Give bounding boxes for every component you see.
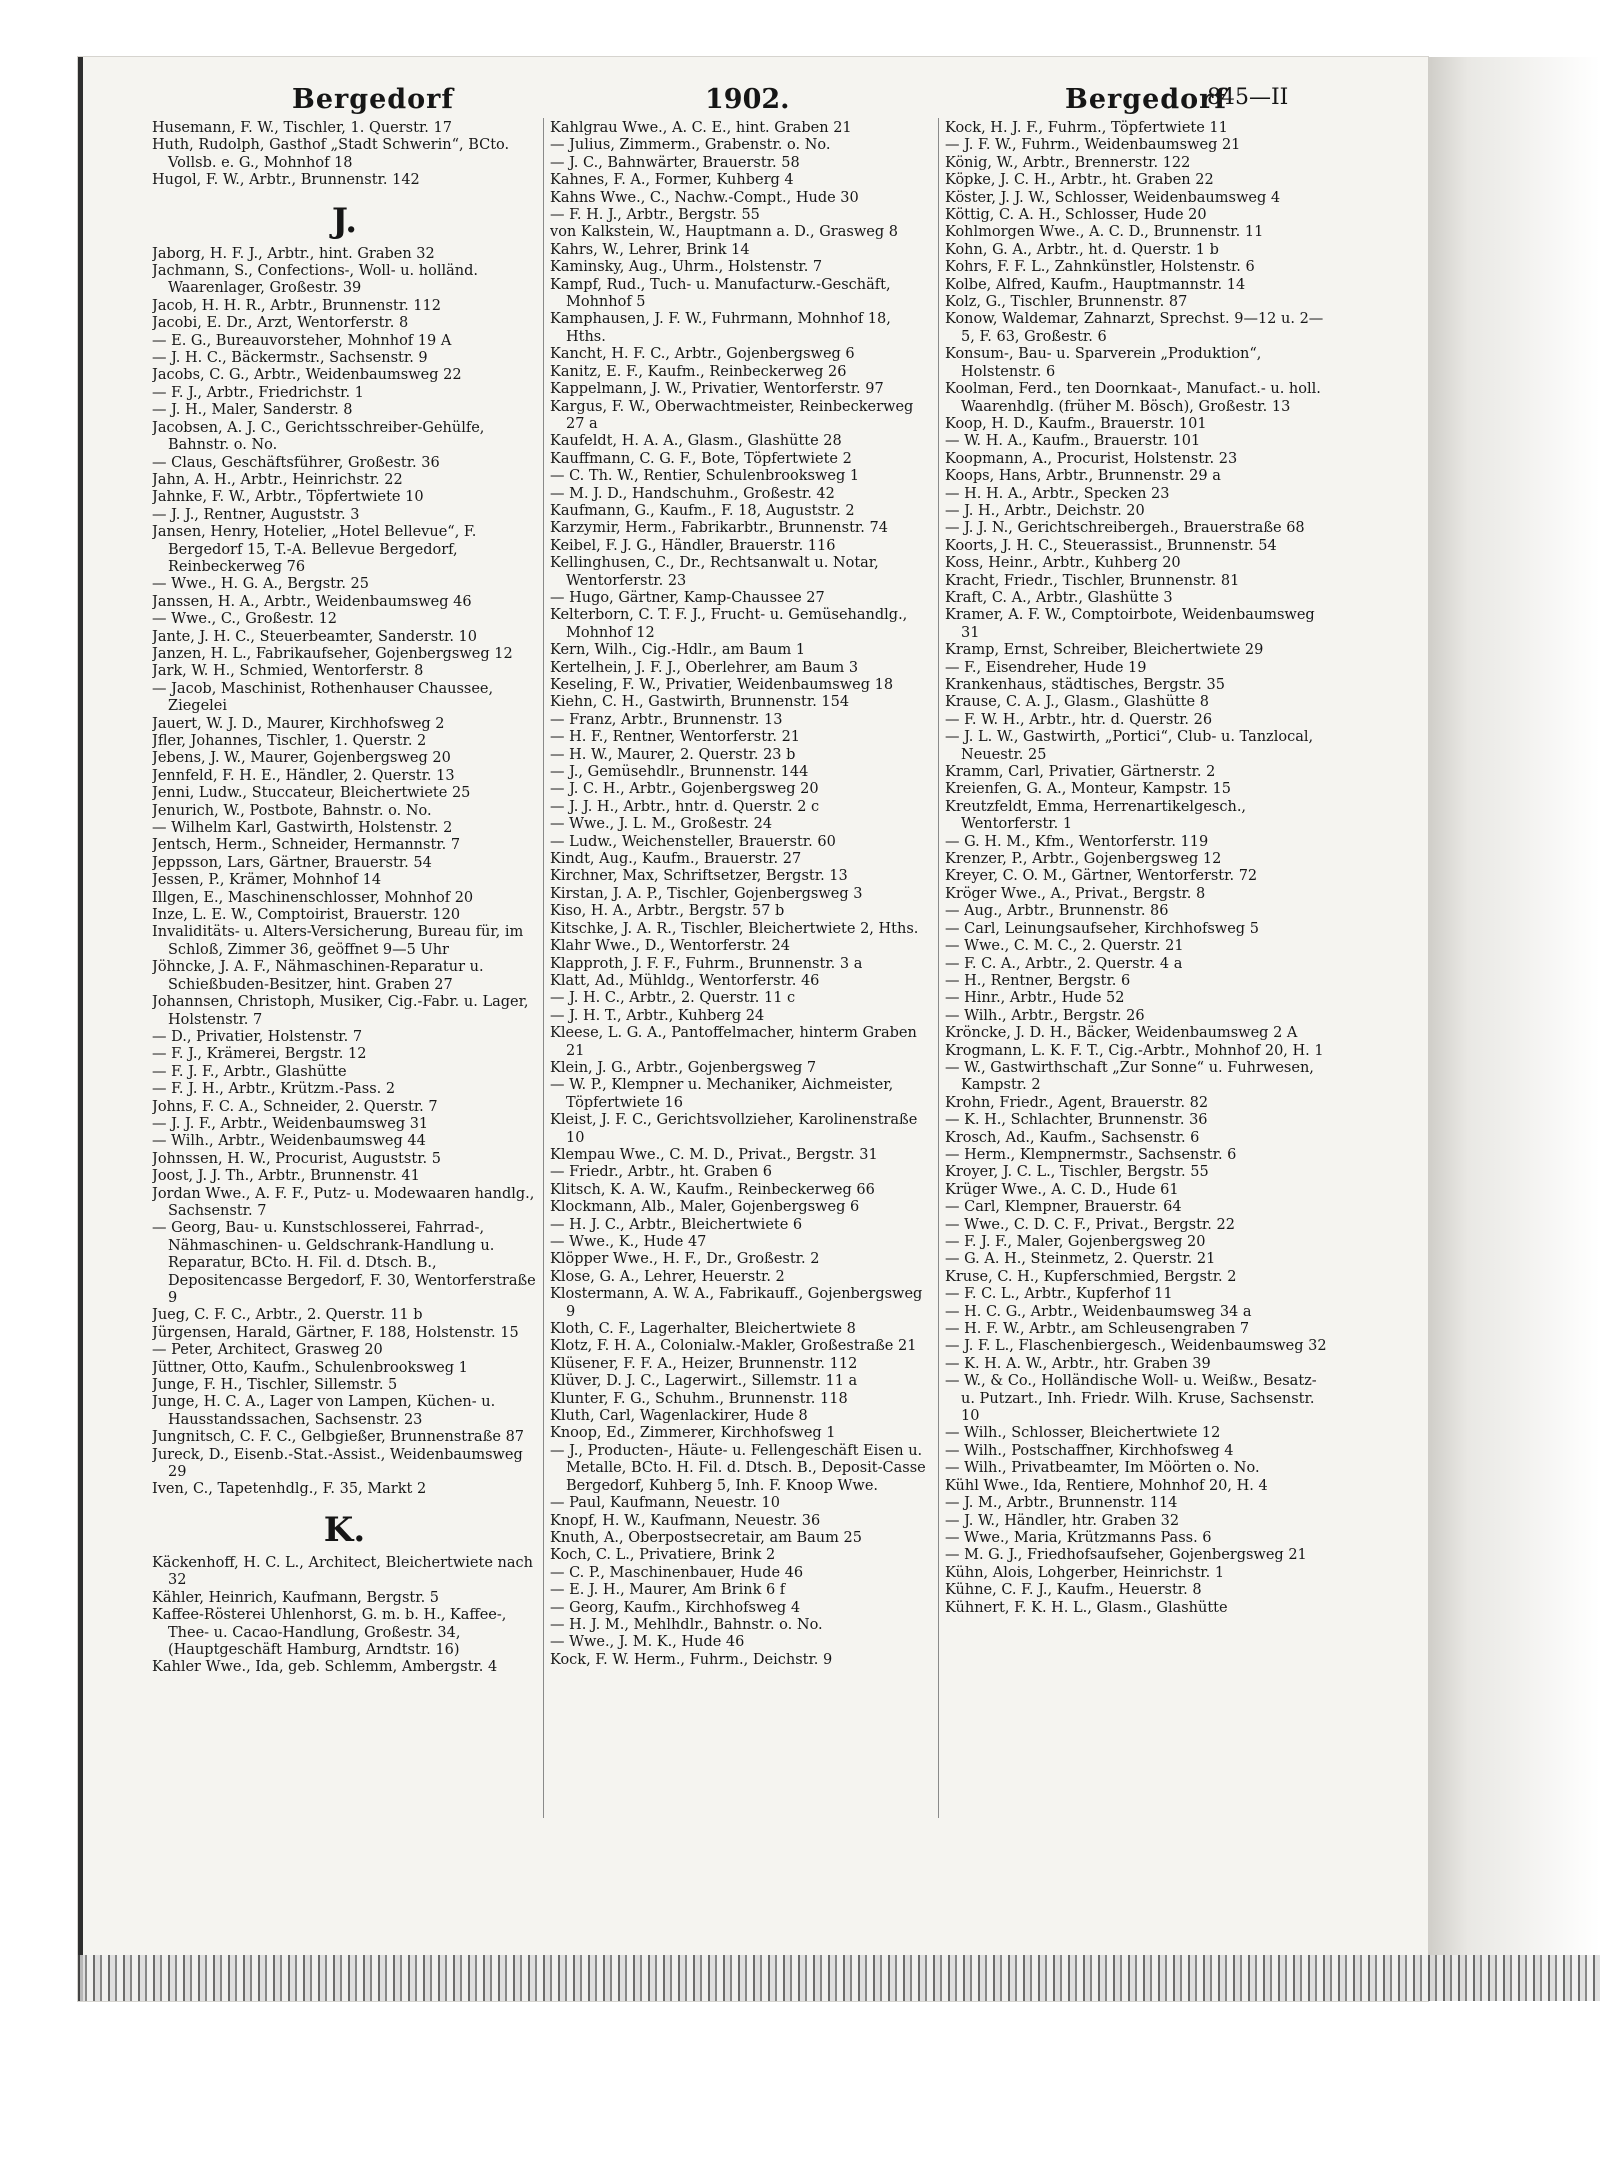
directory-entry: Jöhncke, J. A. F., Nähmaschinen-Reparatur u. Schießbuden-Besitzer, hint. Graben 27 [152, 959, 484, 993]
directory-entry: Jenurich, W., Postbote, Bahnstr. o. No. [152, 802, 432, 819]
directory-entry: Kappelmann, J. W., Privatier, Wentorferstr. 97 [550, 381, 884, 398]
directory-entry: Illgen, E., Maschinenschlosser, Mohnhof 20 [152, 889, 474, 906]
directory-entry: — K. H. A. W., Arbtr., htr. Graben 39 [945, 1355, 1211, 1372]
directory-entry: — F. C. L., Arbtr., Kupferhof 11 [945, 1286, 1173, 1303]
directory-entry: Klahr Wwe., D., Wentorferstr. 24 [550, 938, 790, 955]
directory-entry: Janzen, H. L., Fabrikaufseher, Gojenbergsweg 12 [152, 645, 513, 662]
directory-entry: Klunter, F. G., Schuhm., Brunnenstr. 118 [550, 1390, 848, 1407]
directory-entry: — Wwe., K., Hude 47 [550, 1234, 707, 1250]
directory-entry: Kaufeldt, H. A. A., Glasm., Glashütte 28 [550, 433, 842, 450]
directory-entry: — Ludw., Weichensteller, Brauerstr. 60 [550, 833, 836, 850]
directory-entry: Kauffmann, C. G. F., Bote, Töpfertwiete 2 [550, 450, 852, 467]
directory-entry: Invaliditäts- u. Alters-Versicherung, Bureau für, im Schloß, Zimmer 36, geöffnet 9—5 Uhr [152, 924, 524, 958]
directory-entry: Kock, F. W. Herm., Fuhrm., Deichstr. 9 [550, 1651, 833, 1668]
directory-entry: Johns, F. C. A., Schneider, 2. Querstr. 7 [152, 1098, 438, 1115]
directory-entry: — Wilh., Postschaffner, Kirchhofsweg 4 [945, 1442, 1234, 1459]
directory-entry: Jacob, H. H. R., Arbtr., Brunnenstr. 112 [152, 297, 441, 314]
directory-entry: Husemann, F. W., Tischler, 1. Querstr. 17 [152, 120, 452, 136]
directory-entry: — H. J. C., Arbtr., Bleichertwiete 6 [550, 1216, 803, 1233]
directory-entry: — Wilhelm Karl, Gastwirth, Holstenstr. 2 [152, 820, 453, 837]
directory-entry: Klempau Wwe., C. M. D., Privat., Bergstr. 31 [550, 1146, 878, 1163]
directory-entry: Kanitz, E. F., Kaufm., Reinbeckerweg 26 [550, 363, 847, 380]
directory-entry: Jentsch, Herm., Schneider, Hermannstr. 7 [152, 837, 461, 854]
directory-entry: Jaborg, H. F. J., Arbtr., hint. Graben 32 [152, 245, 435, 262]
directory-entry: Jachmann, S., Confections-, Woll- u. holländ. Waarenlager, Großestr. 39 [152, 263, 478, 297]
directory-entry: Kühl Wwe., Ida, Rentiere, Mohnhof 20, H. 4 [945, 1477, 1268, 1494]
directory-entry: — E. G., Bureauvorsteher, Mohnhof 19 A [152, 332, 452, 349]
directory-entry: Kröncke, J. D. H., Bäcker, Weidenbaumsweg 2 A [945, 1025, 1298, 1042]
directory-entry: Kelterborn, C. T. F. J., Frucht- u. Gemüsehandlg., Mohnhof 12 [550, 607, 908, 641]
directory-entry: — H. H. A., Arbtr., Specken 23 [945, 485, 1170, 502]
directory-entry: Janssen, H. A., Arbtr., Weidenbaumsweg 46 [152, 593, 472, 610]
directory-entry: — J. J. H., Arbtr., hntr. d. Querstr. 2 c [550, 798, 820, 815]
directory-entry: Jfler, Johannes, Tischler, 1. Querstr. 2 [152, 733, 427, 749]
directory-entry: — F. J., Arbtr., Friedrichstr. 1 [152, 384, 364, 401]
directory-entry: Keseling, F. W., Privatier, Weidenbaumsweg 18 [550, 677, 894, 693]
directory-entry: — Wilh., Privatbeamter, Im Möörten o. No. [945, 1460, 1260, 1477]
directory-entry: — J. J. N., Gerichtschreibergeh., Brauerstraße 68 [945, 520, 1305, 537]
directory-entry: Kolbe, Alfred, Kaufm., Hauptmannstr. 14 [945, 276, 1246, 293]
directory-entry: Kern, Wilh., Cig.-Hdlr., am Baum 1 [550, 642, 806, 659]
directory-entry: Jürgensen, Harald, Gärtner, F. 188, Holstenstr. 15 [152, 1324, 519, 1341]
directory-entry: — H. C. G., Arbtr., Weidenbaumsweg 34 a [945, 1303, 1252, 1320]
directory-entry: — F. H. J., Arbtr., Bergstr. 55 [550, 207, 760, 224]
directory-entry: Huth, Rudolph, Gasthof „Stadt Schwerin“, BCto. Vollsb. e. G., Mohnhof 18 [152, 137, 510, 171]
directory-entry: Koorts, J. H. C., Steuerassist., Brunnenstr. 54 [945, 537, 1277, 554]
directory-entry: Kampf, Rud., Tuch- u. Manufacturw.-Geschäft, Mohnhof 5 [550, 276, 891, 311]
directory-entry: Klotz, F. H. A., Colonialw.-Makler, Großestraße 21 [550, 1338, 917, 1355]
directory-entry: Kamphausen, J. F. W., Fuhrmann, Mohnhof 18, Hths. [550, 311, 891, 345]
directory-column-2 [550, 120, 934, 1810]
directory-entry: Knuth, A., Oberpostsecretair, am Baum 25 [550, 1529, 862, 1546]
directory-entry: — H. W., Maurer, 2. Querstr. 23 b [550, 746, 796, 763]
directory-entry: Iven, C., Tapetenhdlg., F. 35, Markt 2 [152, 1481, 427, 1498]
directory-entry: Jungnitsch, C. F. C., Gelbgießer, Brunnenstraße 87 [152, 1429, 525, 1446]
directory-entry: Klostermann, A. W. A., Fabrikauff., Gojenbergsweg 9 [550, 1286, 923, 1320]
directory-entry: Kohn, G. A., Arbtr., ht. d. Querstr. 1 b [945, 241, 1219, 258]
directory-entry: Krankenhaus, städtisches, Bergstr. 35 [945, 677, 1225, 693]
directory-entry: Knoop, Ed., Zimmerer, Kirchhofsweg 1 [550, 1425, 836, 1442]
directory-entry: Johannsen, Christoph, Musiker, Cig.-Fabr. u. Lager, Holstenstr. 7 [152, 994, 529, 1028]
directory-entry: Jark, W. H., Schmied, Wentorferstr. 8 [152, 663, 424, 680]
directory-entry: Kühne, C. F. J., Kaufm., Heuerstr. 8 [945, 1582, 1202, 1599]
directory-entry: Kirstan, J. A. P., Tischler, Gojenbergsweg 3 [550, 885, 863, 902]
directory-entry: Klein, J. G., Arbtr., Gojenbergsweg 7 [550, 1059, 817, 1076]
page-number: 845—II [1207, 85, 1289, 110]
directory-entry: Kargus, F. W., Oberwachtmeister, Reinbeckerweg 27 a [550, 398, 914, 432]
scan-bottom-band [78, 1955, 1600, 2001]
page-header [150, 84, 1300, 118]
directory-entry: Kühn, Alois, Lohgerber, Heinrichstr. 1 [945, 1564, 1225, 1581]
directory-entry: Kluth, Carl, Wagenlackirer, Hude 8 [550, 1408, 808, 1425]
directory-entry: — Wwe., J. L. M., Großestr. 24 [550, 816, 773, 833]
column-rule [543, 118, 544, 1818]
directory-column-1 [152, 120, 537, 1810]
directory-entry: — G. A. H., Steinmetz, 2. Querstr. 21 [945, 1251, 1216, 1268]
directory-entry: Köpke, J. C. H., Arbtr., ht. Graben 22 [945, 172, 1214, 189]
directory-entry: — H. F. W., Arbtr., am Schleusengraben 7 [945, 1321, 1250, 1338]
directory-entry: Kracht, Friedr., Tischler, Brunnenstr. 81 [945, 572, 1240, 589]
directory-entry: Käckenhoff, H. C. L., Architect, Bleichertwiete nach 32 [152, 1554, 533, 1589]
directory-entry: — D., Privatier, Holstenstr. 7 [152, 1028, 363, 1045]
header-year: 1902. [705, 84, 790, 115]
directory-entry: Kahlgrau Wwe., A. C. E., hint. Graben 21 [550, 120, 852, 136]
directory-entry: — Claus, Geschäftsführer, Großestr. 36 [152, 454, 440, 471]
directory-entry: — Georg, Kaufm., Kirchhofsweg 4 [550, 1599, 801, 1616]
directory-entry: Kindt, Aug., Kaufm., Brauerstr. 27 [550, 851, 802, 868]
directory-entry: — Aug., Arbtr., Brunnenstr. 86 [945, 903, 1169, 920]
directory-entry: Jordan Wwe., A. F. F., Putz- u. Modewaaren handlg., Sachsenstr. 7 [152, 1185, 535, 1219]
letter-heading: J. [331, 200, 358, 241]
directory-entry: Jeppsson, Lars, Gärtner, Brauerstr. 54 [152, 854, 432, 871]
directory-entry: — M. J. D., Handschuhm., Großestr. 42 [550, 485, 835, 502]
directory-entry: Jansen, Henry, Hotelier, „Hotel Bellevue“, F. Bergedorf 15, T.-A. Bellevue Bergedorf, Reinbeckerweg 76 [152, 524, 477, 575]
directory-entry: Kleist, J. F. C., Gerichtsvollzieher, Karolinenstraße 10 [550, 1112, 918, 1146]
directory-entry: — J. H., Arbtr., Deichstr. 20 [945, 502, 1145, 519]
directory-entry: Inze, L. E. W., Comptoirist, Brauerstr. 120 [152, 907, 461, 924]
directory-entry: von Kalkstein, W., Hauptmann a. D., Grasweg 8 [550, 224, 898, 241]
directory-entry: — H. J. M., Mehlhdlr., Bahnstr. o. No. [550, 1616, 823, 1633]
directory-entry: Kiehn, C. H., Gastwirth, Brunnenstr. 154 [550, 694, 850, 711]
directory-entry: Kahns Wwe., C., Nachw.-Compt., Hude 30 [550, 189, 859, 206]
directory-entry: Kreienfen, G. A., Monteur, Kampstr. 15 [945, 781, 1231, 798]
directory-entry: — J. C., Bahnwärter, Brauerstr. 58 [550, 154, 800, 171]
directory-entry: Konow, Waldemar, Zahnarzt, Sprechst. 9—12 u. 2—5, F. 63, Großestr. 6 [945, 311, 1324, 345]
directory-entry: Kiso, H. A., Arbtr., Bergstr. 57 b [550, 903, 785, 920]
directory-entry: — C. Th. W., Rentier, Schulenbrooksweg 1 [550, 468, 860, 485]
directory-entry: Jenni, Ludw., Stuccateur, Bleichertwiete 25 [152, 785, 471, 802]
directory-entry: — Wilh., Schlosser, Bleichertwiete 12 [945, 1425, 1221, 1442]
directory-entry: Kahler Wwe., Ida, geb. Schlemm, Ambergstr. 4 [152, 1659, 498, 1676]
directory-entry: — J. J., Rentner, Auguststr. 3 [152, 506, 360, 523]
directory-entry: Jauert, W. J. D., Maurer, Kirchhofsweg 2 [152, 715, 445, 732]
directory-entry: — Jacob, Maschinist, Rothenhauser Chaussee, Ziegelei [152, 680, 494, 715]
directory-entry: Kloth, C. F., Lagerhalter, Bleichertwiete 8 [550, 1321, 856, 1338]
directory-entry: — W., Gastwirthschaft „Zur Sonne“ u. Fuhrwesen, Kampstr. 2 [945, 1059, 1314, 1094]
directory-entry: — H. F., Rentner, Wentorferstr. 21 [550, 729, 801, 746]
directory-entry: Krause, C. A. J., Glasm., Glashütte 8 [945, 694, 1209, 711]
header-town-right: Bergedorf [1065, 84, 1228, 115]
directory-entry: — J., Gemüsehdlr., Brunnenstr. 144 [550, 764, 809, 781]
directory-entry: Kaffee-Rösterei Uhlenhorst, G. m. b. H., Kaffee-, Thee- u. Cacao-Handlung, Großestr. 34, (Hauptgeschäft Hamburg, Arndtstr. 16) [152, 1607, 507, 1658]
directory-entry: Jueg, C. F. C., Arbtr., 2. Querstr. 11 b [152, 1307, 423, 1324]
directory-entry: — Peter, Architect, Grasweg 20 [152, 1342, 383, 1359]
directory-entry: Jacobs, C. G., Arbtr., Weidenbaumsweg 22 [152, 367, 462, 384]
directory-entry: Jennfeld, F. H. E., Händler, 2. Querstr. 13 [152, 767, 455, 784]
directory-entry: Joost, J. J. Th., Arbtr., Brunnenstr. 41 [152, 1168, 420, 1185]
directory-entry: Krüger Wwe., A. C. D., Hude 61 [945, 1181, 1179, 1198]
directory-entry: — Julius, Zimmerm., Grabenstr. o. No. [550, 137, 831, 154]
directory-entry: — C. P., Maschinenbauer, Hude 46 [550, 1564, 804, 1581]
directory-entry: — Wwe., H. G. A., Bergstr. 25 [152, 576, 370, 593]
directory-entry: Kancht, H. F. C., Arbtr., Gojenbergsweg 6 [550, 346, 855, 363]
directory-entry: — Hinr., Arbtr., Hude 52 [945, 990, 1125, 1007]
column-rule [938, 118, 939, 1818]
directory-entry: Krosch, Ad., Kaufm., Sachsenstr. 6 [945, 1129, 1200, 1146]
directory-entry: Kahrs, W., Lehrer, Brink 14 [550, 241, 750, 258]
directory-entry: Konsum-, Bau- u. Sparverein „Produktion“, Holstenstr. 6 [945, 346, 1262, 380]
directory-entry: — F., Eisendreher, Hude 19 [945, 659, 1147, 676]
directory-entry: Kröger Wwe., A., Privat., Bergstr. 8 [945, 885, 1206, 902]
directory-entry: — K. H., Schlachter, Brunnenstr. 36 [945, 1112, 1208, 1129]
directory-entry: Klose, G. A., Lehrer, Heuerstr. 2 [550, 1268, 785, 1285]
letter-heading: K. [323, 1509, 366, 1550]
directory-entry: — M. G. J., Friedhofsaufseher, Gojenbergsweg 21 [945, 1547, 1307, 1564]
directory-entry: — F. J. F., Maler, Gojenbergsweg 20 [945, 1234, 1206, 1250]
directory-entry: Klapproth, J. F. F., Fuhrm., Brunnenstr. 3 a [550, 955, 863, 972]
directory-entry: Kreyer, C. O. M., Gärtner, Wentorferstr. 72 [945, 868, 1258, 885]
directory-entry: — Wwe., Maria, Krützmanns Pass. 6 [945, 1529, 1212, 1546]
directory-entry: — J., Producten-, Häute- u. Fellengeschäft Eisen u. Metalle, BCto. H. Fil. d. Dtsch. B., Deposit-Casse Bergedorf, Kuhberg 5, Inh. F. Knoop Wwe. [550, 1442, 926, 1494]
directory-entry: Kruse, C. H., Kupferschmied, Bergstr. 2 [945, 1268, 1237, 1285]
directory-entry: — Herm., Klempnermstr., Sachsenstr. 6 [945, 1146, 1237, 1163]
directory-entry: — F. J. F., Arbtr., Glashütte [152, 1063, 347, 1080]
directory-entry: — E. J. H., Maurer, Am Brink 6 f [550, 1582, 786, 1599]
directory-entry: — W., & Co., Holländische Woll- u. Weißw., Besatz- u. Putzart., Inh. Friedr. Wilh. Kruse, Sachsenstr. 10 [945, 1373, 1317, 1425]
directory-entry: Koops, Hans, Arbtr., Brunnenstr. 29 a [945, 468, 1221, 485]
header-town-left: Bergedorf [292, 84, 455, 115]
directory-entry: Klüsener, F. F. A., Heizer, Brunnenstr. 112 [550, 1355, 858, 1372]
directory-column-3 [945, 120, 1330, 1810]
directory-entry: Junge, F. H., Tischler, Sillemstr. 5 [152, 1377, 398, 1394]
directory-entry: — F. J., Krämerei, Bergstr. 12 [152, 1046, 367, 1063]
directory-entry: Koss, Heinr., Arbtr., Kuhberg 20 [945, 555, 1181, 572]
directory-entry: Kitschke, J. A. R., Tischler, Bleichertwiete 2, Hths. [550, 920, 919, 937]
directory-entry: Kraft, C. A., Arbtr., Glashütte 3 [945, 589, 1173, 606]
directory-entry: — J. H., Maler, Sanderstr. 8 [152, 402, 353, 419]
directory-entry: Kleese, L. G. A., Pantoffelmacher, hinterm Graben 21 [550, 1025, 917, 1059]
directory-entry: Kaminsky, Aug., Uhrm., Holstenstr. 7 [550, 259, 823, 276]
directory-entry: Klüver, D. J. C., Lagerwirt., Sillemstr. 11 a [550, 1373, 858, 1390]
directory-entry: Jante, J. H. C., Steuerbeamter, Sanderstr. 10 [152, 628, 477, 645]
directory-entry: Krogmann, L. K. F. T., Cig.-Arbtr., Mohnhof 20, H. 1 [945, 1042, 1324, 1059]
directory-entry: — Wwe., J. M. K., Hude 46 [550, 1634, 745, 1651]
directory-entry: Kähler, Heinrich, Kaufmann, Bergstr. 5 [152, 1589, 440, 1606]
directory-entry: — J. L. W., Gastwirth, „Portici“, Club- u. Tanzlocal, Neuestr. 25 [945, 729, 1314, 763]
directory-entry: Koop, H. D., Kaufm., Brauerstr. 101 [945, 415, 1207, 432]
directory-entry: Kreutzfeldt, Emma, Herrenartikelgesch., Wentorferstr. 1 [945, 798, 1247, 833]
directory-entry: — J. J. F., Arbtr., Weidenbaumsweg 31 [152, 1115, 429, 1132]
directory-entry: — W. P., Klempner u. Mechaniker, Aichmeister, Töpfertwiete 16 [550, 1077, 894, 1111]
directory-entry: Jahn, A. H., Arbtr., Heinrichstr. 22 [152, 471, 403, 488]
directory-entry: Jüttner, Otto, Kaufm., Schulenbrooksweg 1 [152, 1359, 468, 1376]
directory-entry: Keibel, F. J. G., Händler, Brauerstr. 116 [550, 537, 836, 554]
directory-entry: Kahnes, F. A., Former, Kuhberg 4 [550, 172, 794, 189]
directory-entry: König, W., Arbtr., Brennerstr. 122 [945, 154, 1191, 171]
directory-entry: Koopmann, A., Procurist, Holstenstr. 23 [945, 450, 1238, 467]
directory-entry: — F. J. H., Arbtr., Krützm.-Pass. 2 [152, 1081, 396, 1098]
directory-entry: Jahnke, F. W., Arbtr., Töpfertwiete 10 [152, 489, 424, 506]
directory-entry: Jacobsen, A. J. C., Gerichtsschreiber-Gehülfe, Bahnstr. o. No. [152, 419, 485, 454]
directory-entry: Koolman, Ferd., ten Doornkaat-, Manufact.- u. holl. Waarenhdlg. (früher M. Bösch), Großestr. 13 [945, 381, 1321, 415]
directory-entry: — Wilh., Arbtr., Bergstr. 26 [945, 1007, 1145, 1024]
directory-entry: — J. H. C., Bäckermstr., Sachsenstr. 9 [152, 350, 428, 367]
binding-gutter [78, 57, 83, 2001]
directory-entry: Kaufmann, G., Kaufm., F. 18, Auguststr. 2 [550, 502, 855, 519]
directory-entry: Kohlmorgen Wwe., A. C. D., Brunnenstr. 11 [945, 224, 1264, 241]
directory-entry: Köttig, C. A. H., Schlosser, Hude 20 [945, 207, 1207, 224]
directory-entry: Kertelhein, J. F. J., Oberlehrer, am Baum 3 [550, 659, 859, 676]
directory-entry: Kramer, A. F. W., Comptoirbote, Weidenbaumsweg 31 [945, 607, 1315, 641]
directory-entry: Kramm, Carl, Privatier, Gärtnerstr. 2 [945, 764, 1216, 781]
directory-entry: Kirchner, Max, Schriftsetzer, Bergstr. 13 [550, 868, 848, 885]
directory-entry: Jacobi, E. Dr., Arzt, Wentorferstr. 8 [152, 315, 409, 332]
directory-entry: Jebens, J. W., Maurer, Gojenbergsweg 20 [152, 750, 451, 767]
directory-entry: — J. F. L., Flaschenbiergesch., Weidenbaumsweg 32 [945, 1338, 1327, 1355]
directory-entry: Kühnert, F. K. H. L., Glasm., Glashütte [945, 1599, 1228, 1616]
directory-entry: — Carl, Leinungsaufseher, Kirchhofsweg 5 [945, 920, 1259, 937]
directory-entry: — Hugo, Gärtner, Kamp-Chaussee 27 [550, 589, 825, 606]
directory-entry: Johnssen, H. W., Procurist, Auguststr. 5 [152, 1150, 441, 1167]
directory-entry: — J. F. W., Fuhrm., Weidenbaumsweg 21 [945, 137, 1241, 154]
directory-entry: Karzymir, Herm., Fabrikarbtr., Brunnenstr. 74 [550, 520, 888, 537]
directory-entry: Junge, H. C. A., Lager von Lampen, Küchen- u. Hausstandssachen, Sachsenstr. 23 [152, 1394, 496, 1428]
directory-entry: — Carl, Klempner, Brauerstr. 64 [945, 1199, 1182, 1216]
page-edge-shadow [1428, 57, 1600, 2001]
directory-entry: — J. H. C., Arbtr., 2. Querstr. 11 c [550, 990, 796, 1007]
directory-entry: Kock, H. J. F., Fuhrm., Töpfertwiete 11 [945, 120, 1228, 136]
directory-entry: Klatt, Ad., Mühldg., Wentorferstr. 46 [550, 972, 820, 989]
directory-entry: — F. C. A., Arbtr., 2. Querstr. 4 a [945, 955, 1183, 972]
directory-entry: — Franz, Arbtr., Brunnenstr. 13 [550, 711, 783, 728]
directory-entry: — W. H. A., Kaufm., Brauerstr. 101 [945, 433, 1201, 450]
directory-entry: — J. C. H., Arbtr., Gojenbergsweg 20 [550, 781, 819, 798]
directory-entry: Klockmann, Alb., Maler, Gojenbergsweg 6 [550, 1199, 860, 1216]
directory-entry: — Paul, Kaufmann, Neuestr. 10 [550, 1495, 780, 1512]
directory-entry: — H., Rentner, Bergstr. 6 [945, 972, 1131, 989]
directory-entry: — Wwe., C., Großestr. 12 [152, 611, 338, 628]
directory-entry: — Wwe., C. D. C. F., Privat., Bergstr. 22 [945, 1216, 1235, 1233]
directory-entry: Kroyer, J. C. L., Tischler, Bergstr. 55 [945, 1164, 1209, 1181]
directory-entry: — J. W., Händler, htr. Graben 32 [945, 1512, 1180, 1529]
directory-entry: — J. M., Arbtr., Brunnenstr. 114 [945, 1495, 1178, 1512]
directory-entry: Krohn, Friedr., Agent, Brauerstr. 82 [945, 1094, 1209, 1111]
directory-entry: — Georg, Bau- u. Kunstschlosserei, Fahrrad-, Nähmaschinen- u. Geldschrank-Handlung u. Reparatur, BCto. H. Fil. d. Dtsch. B., Depositencasse Bergedorf, F. 30, Wentorferstraße 9 [152, 1220, 536, 1306]
directory-entry: Jessen, P., Krämer, Mohnhof 14 [152, 872, 382, 889]
directory-entry: Krenzer, P., Arbtr., Gojenbergsweg 12 [945, 851, 1222, 868]
directory-entry: — Wilh., Arbtr., Weidenbaumsweg 44 [152, 1133, 426, 1150]
directory-entry: Koch, C. L., Privatiere, Brink 2 [550, 1547, 776, 1564]
directory-entry: — G. H. M., Kfm., Wentorferstr. 119 [945, 833, 1209, 850]
directory-entry: Hugol, F. W., Arbtr., Brunnenstr. 142 [152, 172, 420, 189]
directory-entry: Köster, J. J. W., Schlosser, Weidenbaumsweg 4 [945, 189, 1281, 206]
directory-entry: Kellinghusen, C., Dr., Rechtsanwalt u. Notar, Wentorferstr. 23 [550, 555, 879, 589]
directory-entry: Kohrs, F. F. L., Zahnkünstler, Holstenstr. 6 [945, 259, 1255, 276]
directory-entry: Klöpper Wwe., H. F., Dr., Großestr. 2 [550, 1251, 820, 1268]
directory-entry: — J. H. T., Arbtr., Kuhberg 24 [550, 1007, 765, 1024]
directory-entry: — F. W. H., Arbtr., htr. d. Querstr. 26 [945, 711, 1213, 728]
directory-entry: Jureck, D., Eisenb.-Stat.-Assist., Weidenbaumsweg 29 [152, 1446, 523, 1481]
directory-entry: Knopf, H. W., Kaufmann, Neuestr. 36 [550, 1512, 821, 1529]
directory-entry: Klitsch, K. A. W., Kaufm., Reinbeckerweg 66 [550, 1181, 875, 1198]
directory-entry: Kolz, G., Tischler, Brunnenstr. 87 [945, 294, 1188, 311]
directory-entry: Kramp, Ernst, Schreiber, Bleichertwiete 29 [945, 642, 1264, 659]
directory-entry: — Friedr., Arbtr., ht. Graben 6 [550, 1164, 773, 1181]
directory-entry: — Wwe., C. M. C., 2. Querstr. 21 [945, 938, 1184, 955]
